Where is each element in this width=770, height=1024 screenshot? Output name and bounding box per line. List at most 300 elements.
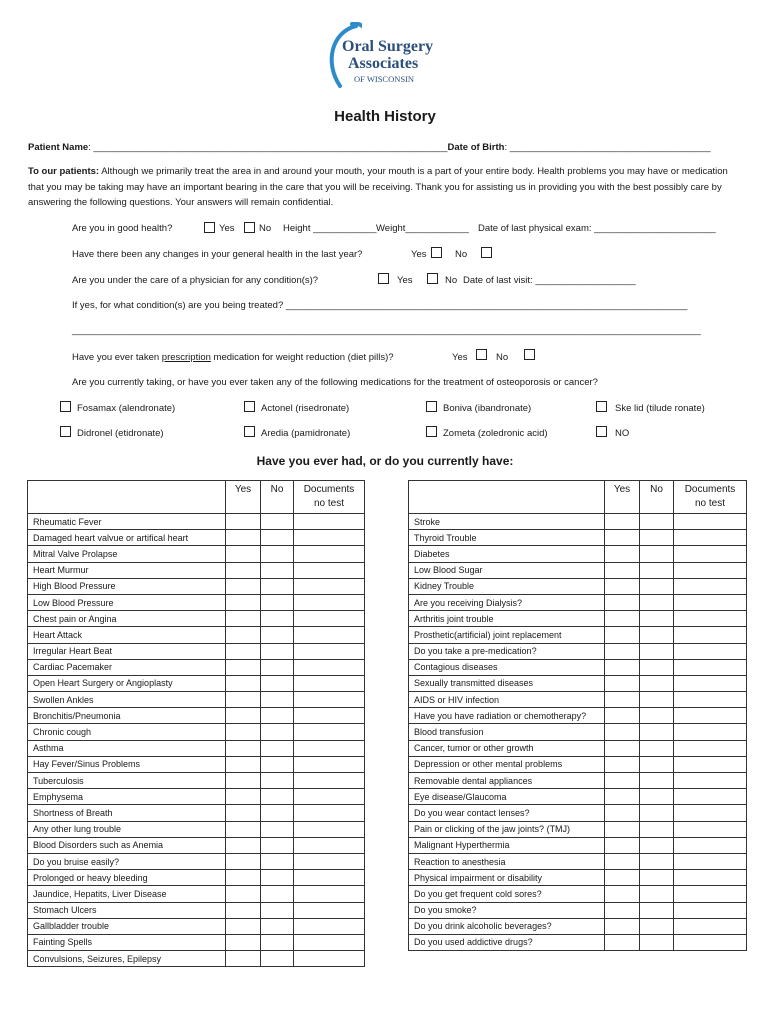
no-cell[interactable]: [640, 708, 674, 724]
documents-cell[interactable]: [674, 643, 747, 659]
table-row: [409, 821, 747, 837]
yes-cell[interactable]: [226, 789, 261, 805]
documents-cell[interactable]: [674, 546, 747, 562]
header-condition-cell: [28, 481, 226, 514]
yes-cell[interactable]: [605, 708, 640, 724]
good-health-yes-checkbox[interactable]: [204, 222, 215, 233]
yes-cell[interactable]: [605, 853, 640, 869]
documents-cell[interactable]: [674, 578, 747, 594]
condition-label: Do you take a pre-medication?: [409, 643, 605, 659]
no-cell[interactable]: [261, 918, 294, 934]
condition-label: Prolonged or heavy bleeding: [28, 870, 226, 886]
no-cell[interactable]: [261, 578, 294, 594]
zometa-label: Zometa (zoledronic acid): [443, 428, 548, 439]
yes-cell[interactable]: [605, 805, 640, 821]
table-row: [409, 692, 747, 708]
actonel-checkbox[interactable]: [244, 401, 255, 412]
no-cell[interactable]: [640, 886, 674, 902]
yes-cell[interactable]: [226, 724, 261, 740]
table-row: [28, 578, 365, 594]
intro-body: Although we primarily treat the area in and around your mouth, your mouth is a part of your entire body. Health problems you may have or medication that you may be taking may have an important bearing in the care that you will be receiving. Thank you for assisting us in providing you with the best possibly care by answering the following questions. Your answers will remain confidential.: [28, 166, 728, 208]
yes-cell[interactable]: [226, 902, 261, 918]
yes-cell[interactable]: [226, 708, 261, 724]
no-cell[interactable]: [261, 773, 294, 789]
table-row: [409, 675, 747, 691]
yes-cell[interactable]: [226, 530, 261, 546]
table-row: [409, 659, 747, 675]
no-cell[interactable]: [640, 611, 674, 627]
q-good-health: Are you in good health?: [72, 223, 173, 234]
table-row: [28, 773, 365, 789]
yes-cell[interactable]: [226, 870, 261, 886]
documents-cell[interactable]: [674, 756, 747, 772]
condition-label: Low Blood Sugar: [409, 562, 605, 578]
dob-label: Date of Birth: [447, 142, 505, 153]
no-cell[interactable]: [640, 934, 674, 950]
header-documents: [294, 481, 365, 514]
condition-label: Heart Attack: [28, 627, 226, 643]
conditions-treated-line[interactable]: _______________________________________________________________________________________________________________________: [72, 325, 701, 336]
documents-cell[interactable]: [674, 805, 747, 821]
boniva-checkbox[interactable]: [426, 401, 437, 412]
no-cell[interactable]: [640, 773, 674, 789]
no-cell[interactable]: [261, 870, 294, 886]
yes-cell[interactable]: [226, 918, 261, 934]
documents-cell[interactable]: [294, 773, 365, 789]
table-row: [28, 870, 365, 886]
no-cell[interactable]: [640, 740, 674, 756]
yes-cell[interactable]: [605, 773, 640, 789]
no-cell[interactable]: [261, 675, 294, 691]
table-row: [28, 805, 365, 821]
table-row: [409, 886, 747, 902]
no-cell[interactable]: [261, 611, 294, 627]
yes-cell[interactable]: [226, 514, 261, 530]
condition-label: Removable dental appliances: [409, 773, 605, 789]
no-cell[interactable]: [261, 692, 294, 708]
documents-cell[interactable]: [294, 675, 365, 691]
no-cell[interactable]: [261, 659, 294, 675]
condition-label: Convulsions, Seizures, Epilepsy: [28, 951, 226, 967]
documents-cell[interactable]: [674, 886, 747, 902]
documents-cell[interactable]: [674, 675, 747, 691]
table-header-row: [409, 481, 747, 514]
documents-cell[interactable]: [294, 643, 365, 659]
condition-label: Heart Murmur: [28, 562, 226, 578]
documents-cell[interactable]: [674, 837, 747, 853]
documents-cell[interactable]: [674, 692, 747, 708]
good-health-no-label: No: [259, 223, 272, 234]
documents-cell[interactable]: [294, 578, 365, 594]
table-row: [409, 789, 747, 805]
q-conditions-treated[interactable]: If yes, for what condition(s) are you being treated? ____________________________________________________________________________: [72, 300, 688, 311]
no-cell[interactable]: [261, 708, 294, 724]
header-condition-cell: [409, 481, 605, 514]
documents-cell[interactable]: [294, 514, 365, 530]
height-field[interactable]: Height ____________: [283, 223, 377, 234]
no-meds-label: NO: [615, 428, 630, 439]
yes-cell[interactable]: [226, 546, 261, 562]
yes-cell[interactable]: [226, 853, 261, 869]
no-cell[interactable]: [640, 789, 674, 805]
documents-cell[interactable]: [294, 627, 365, 643]
condition-label: Chronic cough: [28, 724, 226, 740]
last-exam-field[interactable]: Date of last physical exam: _______________________: [478, 223, 716, 234]
health-changes-no-checkbox[interactable]: [481, 247, 492, 258]
boniva-label: Boniva (ibandronate): [443, 403, 532, 414]
table-row: [28, 611, 365, 627]
table-row: [409, 514, 747, 530]
table-row: [409, 740, 747, 756]
documents-cell[interactable]: [674, 870, 747, 886]
condition-label: Do you get frequent cold sores?: [409, 886, 605, 902]
no-cell[interactable]: [640, 546, 674, 562]
condition-label: Cancer, tumor or other growth: [409, 740, 605, 756]
documents-cell[interactable]: [674, 773, 747, 789]
no-cell[interactable]: [640, 837, 674, 853]
documents-cell[interactable]: [294, 853, 365, 869]
dob-field[interactable]: : ______________________________________: [504, 142, 711, 153]
no-cell[interactable]: [261, 756, 294, 772]
documents-cell[interactable]: [294, 934, 365, 950]
fosamax-label: Fosamax (alendronate): [77, 403, 176, 414]
yes-cell[interactable]: [226, 611, 261, 627]
yes-cell[interactable]: [226, 643, 261, 659]
good-health-no-checkbox[interactable]: [244, 222, 255, 233]
no-cell[interactable]: [261, 627, 294, 643]
documents-cell[interactable]: [674, 740, 747, 756]
table-row: [28, 756, 365, 772]
no-cell[interactable]: [261, 886, 294, 902]
yes-cell[interactable]: [605, 594, 640, 610]
no-cell[interactable]: [261, 805, 294, 821]
no-cell[interactable]: [640, 805, 674, 821]
yes-cell[interactable]: [605, 659, 640, 675]
q-diet-pills: [72, 352, 394, 363]
yes-cell[interactable]: [226, 578, 261, 594]
documents-cell[interactable]: [674, 562, 747, 578]
documents-cell[interactable]: [294, 546, 365, 562]
no-cell[interactable]: [640, 902, 674, 918]
condition-label: Irregular Heart Beat: [28, 643, 226, 659]
table-row: [28, 692, 365, 708]
documents-cell[interactable]: [674, 627, 747, 643]
condition-label: Do you smoke?: [409, 902, 605, 918]
no-cell[interactable]: [261, 789, 294, 805]
no-cell[interactable]: [261, 740, 294, 756]
no-cell[interactable]: [640, 578, 674, 594]
no-cell[interactable]: [261, 546, 294, 562]
no-cell[interactable]: [261, 643, 294, 659]
no-cell[interactable]: [261, 902, 294, 918]
documents-cell[interactable]: [294, 902, 365, 918]
table-row: [28, 530, 365, 546]
header-documents-line1: Documents: [303, 484, 355, 495]
intro-paragraph: [28, 164, 743, 211]
condition-label: Sexually transmitted diseases: [409, 675, 605, 691]
condition-label: Chest pain or Angina: [28, 611, 226, 627]
condition-label: Jaundice, Hepatits, Liver Disease: [28, 886, 226, 902]
diet-pills-no-label: No: [496, 352, 509, 363]
q-health-changes: Have there been any changes in your general health in the last year?: [72, 249, 363, 260]
table-row: [28, 562, 365, 578]
no-cell[interactable]: [640, 870, 674, 886]
documents-cell[interactable]: [674, 530, 747, 546]
condition-label: Blood transfusion: [409, 724, 605, 740]
yes-cell[interactable]: [226, 740, 261, 756]
table-row: [409, 902, 747, 918]
fosamax-checkbox[interactable]: [60, 401, 71, 412]
no-cell[interactable]: [640, 643, 674, 659]
no-cell[interactable]: [640, 756, 674, 772]
no-cell[interactable]: [261, 562, 294, 578]
yes-cell[interactable]: [605, 562, 640, 578]
documents-cell[interactable]: [674, 611, 747, 627]
condition-label: Stroke: [409, 514, 605, 530]
yes-cell[interactable]: [605, 530, 640, 546]
no-cell[interactable]: [261, 594, 294, 610]
table-row: [28, 627, 365, 643]
yes-cell[interactable]: [226, 951, 261, 967]
yes-cell[interactable]: [226, 773, 261, 789]
condition-label: Mitral Valve Prolapse: [28, 546, 226, 562]
yes-cell[interactable]: [226, 692, 261, 708]
no-cell[interactable]: [261, 853, 294, 869]
yes-cell[interactable]: [226, 934, 261, 950]
table-row: [28, 643, 365, 659]
conditions-table-left: [27, 480, 365, 967]
yes-cell[interactable]: [605, 789, 640, 805]
logo-line-2: Associates: [348, 55, 419, 72]
table-row: [28, 886, 365, 902]
no-cell[interactable]: [640, 724, 674, 740]
no-cell[interactable]: [261, 934, 294, 950]
documents-cell[interactable]: [294, 870, 365, 886]
no-cell[interactable]: [640, 514, 674, 530]
header-no: No: [261, 481, 294, 514]
table-row: [409, 562, 747, 578]
table-row: [409, 870, 747, 886]
documents-cell[interactable]: [294, 805, 365, 821]
yes-cell[interactable]: [605, 692, 640, 708]
condition-label: Blood Disorders such as Anemia: [28, 837, 226, 853]
documents-cell[interactable]: [294, 594, 365, 610]
aredia-checkbox[interactable]: [244, 426, 255, 437]
documents-cell[interactable]: [294, 659, 365, 675]
documents-cell[interactable]: [294, 692, 365, 708]
documents-cell[interactable]: [674, 853, 747, 869]
physician-care-no-checkbox[interactable]: [427, 273, 438, 284]
table-row: [28, 724, 365, 740]
yes-cell[interactable]: [605, 724, 640, 740]
documents-cell[interactable]: [294, 837, 365, 853]
table-row: [409, 627, 747, 643]
table-row: [28, 837, 365, 853]
yes-cell[interactable]: [605, 740, 640, 756]
condition-label: AIDS or HIV infection: [409, 692, 605, 708]
no-meds-checkbox[interactable]: [596, 426, 607, 437]
table-row: [409, 773, 747, 789]
no-cell[interactable]: [640, 821, 674, 837]
yes-cell[interactable]: [226, 675, 261, 691]
table-row: [28, 546, 365, 562]
no-cell[interactable]: [640, 594, 674, 610]
yes-cell[interactable]: [605, 934, 640, 950]
diet-pills-text-pre: Have you ever taken: [72, 352, 162, 363]
no-cell[interactable]: [261, 724, 294, 740]
weight-field[interactable]: Weight____________: [376, 223, 469, 234]
zometa-checkbox[interactable]: [426, 426, 437, 437]
condition-label: Do you used addictive drugs?: [409, 934, 605, 950]
documents-cell[interactable]: [294, 789, 365, 805]
no-cell[interactable]: [640, 675, 674, 691]
diet-pills-text-underlined: prescription: [161, 352, 211, 363]
yes-cell[interactable]: [605, 643, 640, 659]
yes-cell[interactable]: [605, 886, 640, 902]
didronel-label: Didronel (etidronate): [77, 428, 164, 439]
patient-name-field[interactable]: : ___________________________________________________________________: [88, 142, 448, 153]
documents-cell[interactable]: [294, 951, 365, 967]
yes-cell[interactable]: [605, 514, 640, 530]
yes-cell[interactable]: [605, 627, 640, 643]
yes-cell[interactable]: [605, 611, 640, 627]
condition-label: Fainting Spells: [28, 934, 226, 950]
last-visit-field[interactable]: Date of last visit: ___________________: [463, 275, 636, 286]
table-row: [28, 902, 365, 918]
header-documents-line1: Documents: [684, 484, 736, 495]
yes-cell[interactable]: [605, 675, 640, 691]
condition-label: Do you bruise easily?: [28, 853, 226, 869]
documents-cell[interactable]: [674, 659, 747, 675]
intro-lead: To our patients:: [28, 166, 100, 177]
documents-cell[interactable]: [294, 724, 365, 740]
table-row: [28, 594, 365, 610]
table-row: [409, 708, 747, 724]
table-row: [409, 578, 747, 594]
yes-cell[interactable]: [226, 594, 261, 610]
no-cell[interactable]: [640, 692, 674, 708]
conditions-table-right: [408, 480, 747, 951]
documents-cell[interactable]: [294, 562, 365, 578]
yes-cell[interactable]: [226, 805, 261, 821]
table-row: [28, 934, 365, 950]
practice-logo: [322, 22, 452, 94]
condition-label: Pain or clicking of the jaw joints? (TMJ): [409, 821, 605, 837]
health-changes-yes-label: Yes: [411, 249, 427, 260]
documents-cell[interactable]: [674, 902, 747, 918]
no-cell[interactable]: [640, 530, 674, 546]
documents-cell[interactable]: [674, 514, 747, 530]
documents-cell[interactable]: [294, 918, 365, 934]
didronel-checkbox[interactable]: [60, 426, 71, 437]
no-cell[interactable]: [261, 821, 294, 837]
yes-cell[interactable]: [226, 837, 261, 853]
documents-cell[interactable]: [294, 708, 365, 724]
documents-cell[interactable]: [674, 789, 747, 805]
yes-cell[interactable]: [226, 821, 261, 837]
table-row: [409, 853, 747, 869]
documents-cell[interactable]: [294, 821, 365, 837]
condition-label: Stomach Ulcers: [28, 902, 226, 918]
condition-label: Malignant Hyperthermia: [409, 837, 605, 853]
yes-cell[interactable]: [605, 918, 640, 934]
condition-label: Tuberculosis: [28, 773, 226, 789]
skelid-checkbox[interactable]: [596, 401, 607, 412]
yes-cell[interactable]: [605, 546, 640, 562]
documents-cell[interactable]: [294, 530, 365, 546]
no-cell[interactable]: [640, 627, 674, 643]
yes-cell[interactable]: [605, 578, 640, 594]
condition-label: Do you wear contact lenses?: [409, 805, 605, 821]
condition-label: Contagious diseases: [409, 659, 605, 675]
no-cell[interactable]: [640, 562, 674, 578]
diet-pills-no-checkbox[interactable]: [524, 349, 535, 360]
documents-cell[interactable]: [294, 611, 365, 627]
documents-cell[interactable]: [674, 918, 747, 934]
health-changes-yes-checkbox[interactable]: [431, 247, 442, 258]
health-changes-no-label: No: [455, 249, 468, 260]
physician-care-yes-checkbox[interactable]: [378, 273, 389, 284]
documents-cell[interactable]: [294, 740, 365, 756]
condition-label: Have you have radiation or chemotherapy?: [409, 708, 605, 724]
no-cell[interactable]: [640, 918, 674, 934]
table-row: [409, 546, 747, 562]
header-documents-line2: no test: [694, 498, 726, 509]
yes-cell[interactable]: [605, 756, 640, 772]
table-row: [28, 740, 365, 756]
documents-cell[interactable]: [674, 708, 747, 724]
yes-cell[interactable]: [226, 659, 261, 675]
documents-cell[interactable]: [674, 594, 747, 610]
q-osteoporosis-meds: Are you currently taking, or have you ever taken any of the following medications for the treatment of osteoporosis or cancer?: [72, 377, 598, 388]
no-cell[interactable]: [640, 853, 674, 869]
yes-cell[interactable]: [226, 756, 261, 772]
documents-cell[interactable]: [674, 724, 747, 740]
yes-cell[interactable]: [605, 870, 640, 886]
no-cell[interactable]: [261, 530, 294, 546]
yes-cell[interactable]: [605, 837, 640, 853]
yes-cell[interactable]: [605, 902, 640, 918]
table-row: [28, 514, 365, 530]
table-row: [409, 530, 747, 546]
header-documents: [674, 481, 747, 514]
yes-cell[interactable]: [226, 886, 261, 902]
condition-label: Reaction to anesthesia: [409, 853, 605, 869]
diet-pills-yes-checkbox[interactable]: [476, 349, 487, 360]
condition-label: Open Heart Surgery or Angioplasty: [28, 675, 226, 691]
no-cell[interactable]: [640, 659, 674, 675]
documents-cell[interactable]: [674, 934, 747, 950]
documents-cell[interactable]: [294, 886, 365, 902]
documents-cell[interactable]: [294, 756, 365, 772]
diet-pills-yes-label: Yes: [452, 352, 468, 363]
condition-label: Gallbladder trouble: [28, 918, 226, 934]
no-cell[interactable]: [261, 951, 294, 967]
table-row: [409, 611, 747, 627]
yes-cell[interactable]: [226, 627, 261, 643]
condition-label: Cardiac Pacemaker: [28, 659, 226, 675]
condition-label: Kidney Trouble: [409, 578, 605, 594]
yes-cell[interactable]: [226, 562, 261, 578]
documents-cell[interactable]: [674, 821, 747, 837]
no-cell[interactable]: [261, 837, 294, 853]
table-row: [409, 837, 747, 853]
no-cell[interactable]: [261, 514, 294, 530]
logo-line-3: OF WISCONSIN: [354, 74, 415, 84]
yes-cell[interactable]: [605, 821, 640, 837]
condition-label: Thyroid Trouble: [409, 530, 605, 546]
condition-label: Damaged heart valvue or artifical heart: [28, 530, 226, 546]
